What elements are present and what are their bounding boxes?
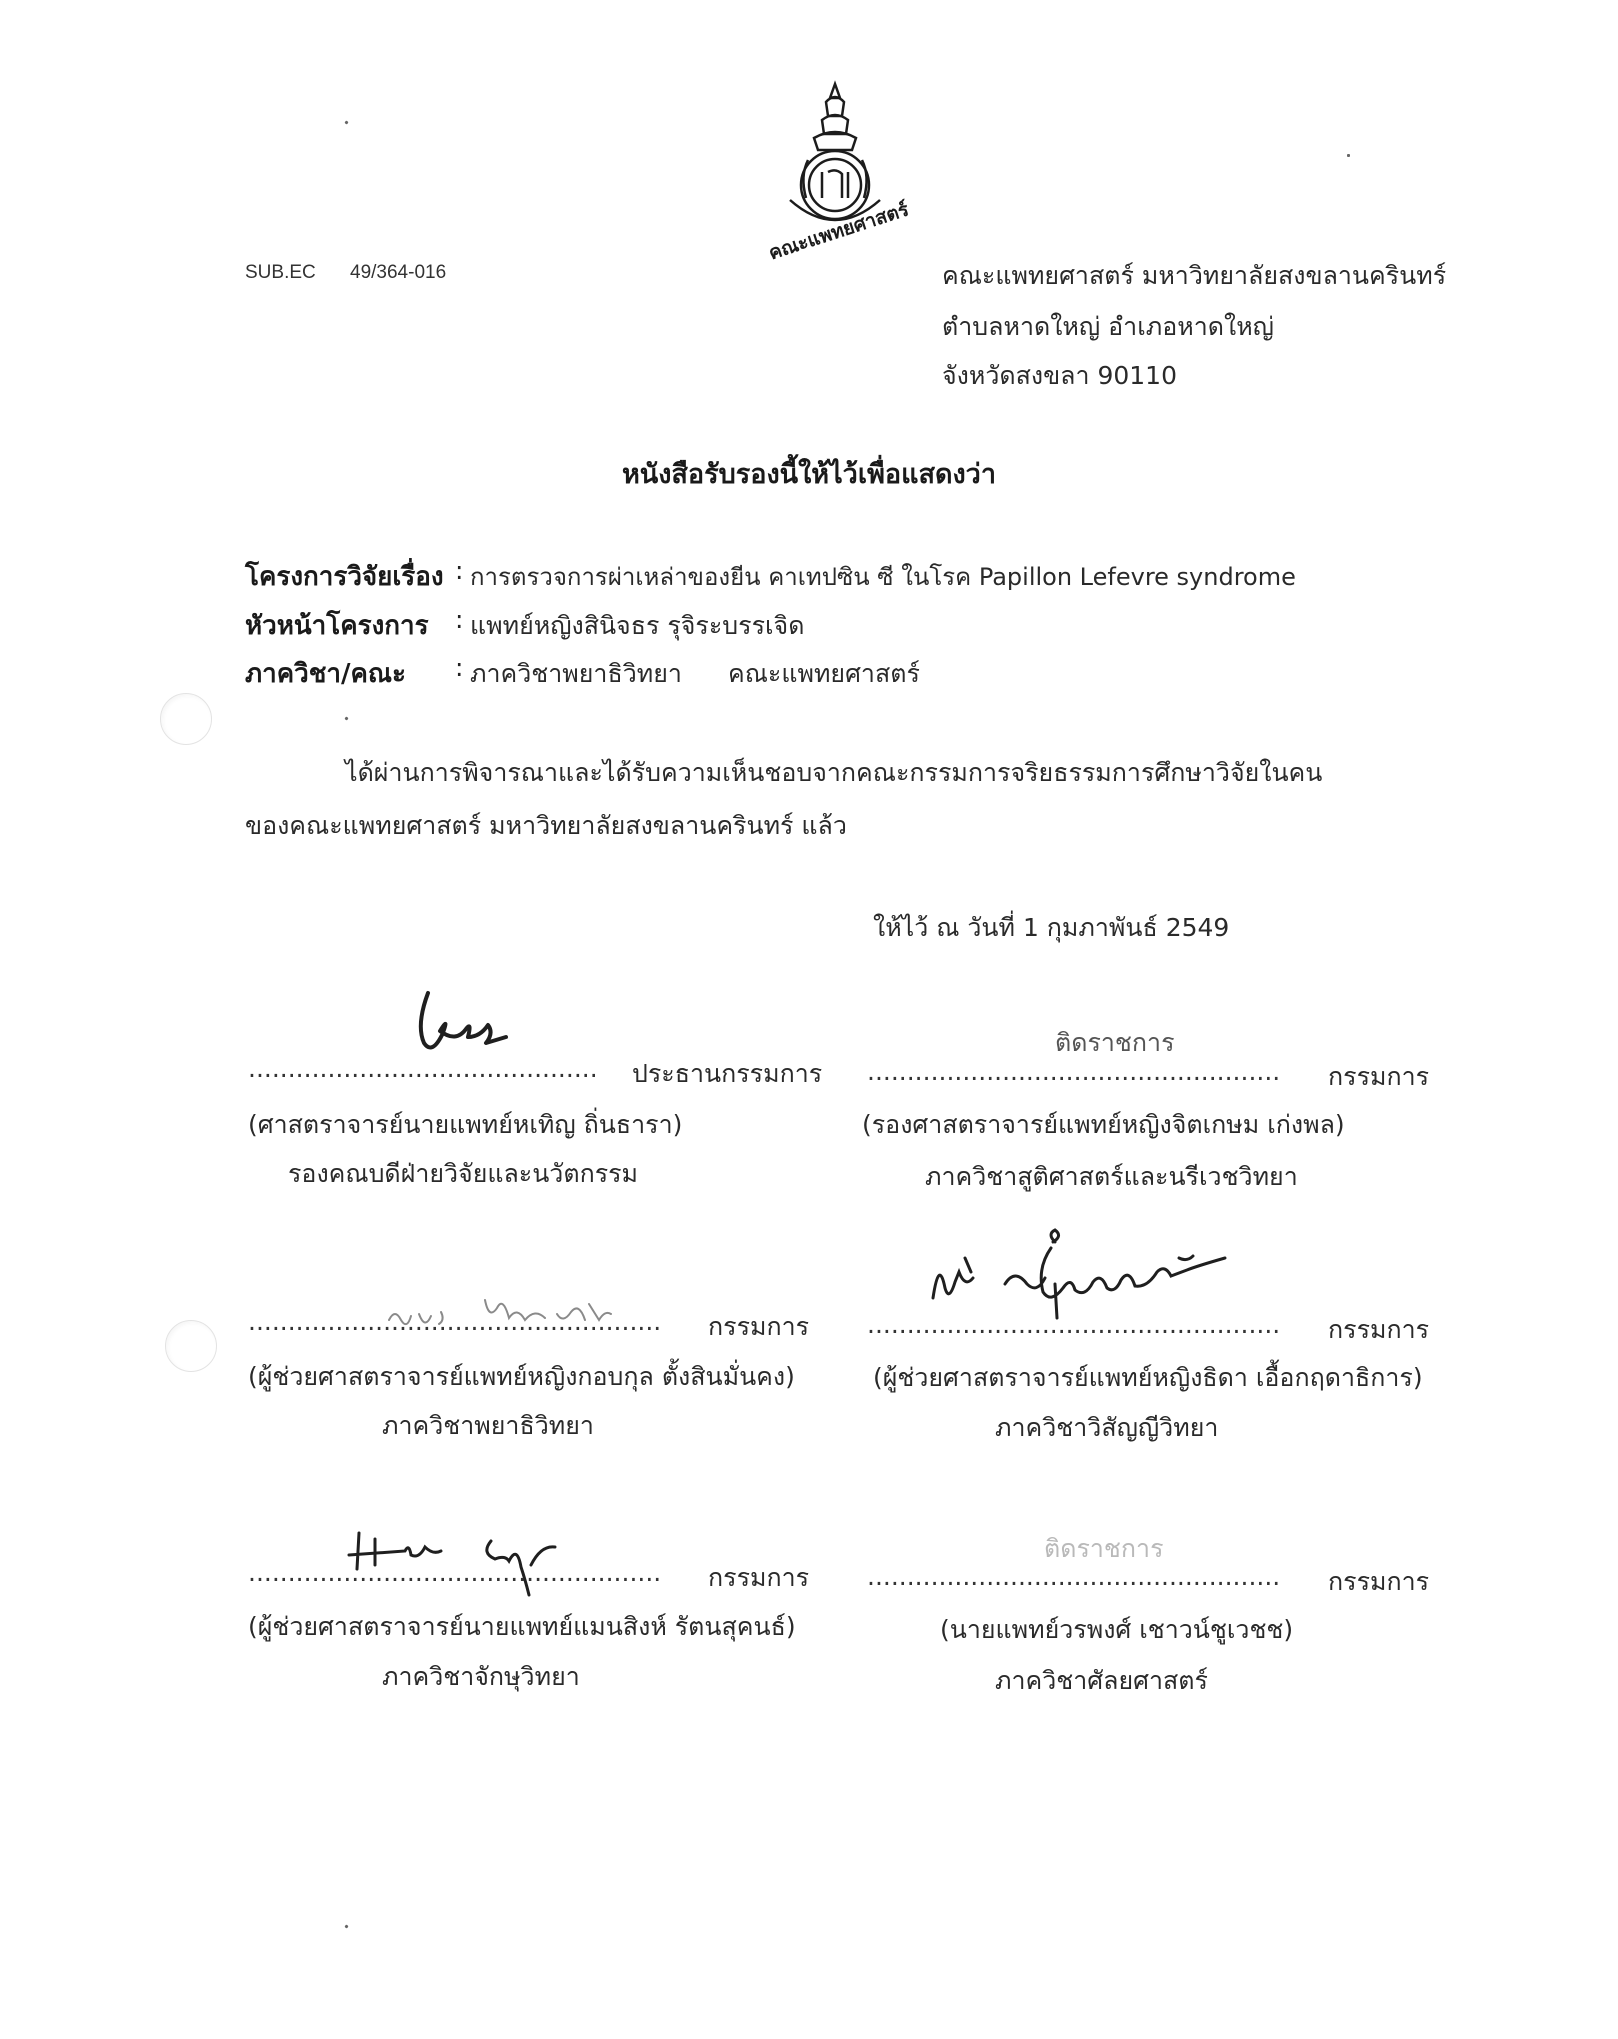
signatory-position: ภาควิชาวิสัญญีวิทยา xyxy=(995,1413,1219,1442)
signatory-position: รองคณบดีฝ่ายวิจัยและนวัตกรรม xyxy=(288,1159,639,1188)
label-colon: : xyxy=(455,556,464,585)
address-line-3: จังหวัดสงขลา 90110 xyxy=(942,361,1177,390)
signatory-role: กรรมการ xyxy=(1328,1062,1430,1091)
signature-line: .................................................... xyxy=(867,1562,1281,1591)
scan-speck xyxy=(344,716,348,720)
project-label: โครงการวิจัยเรื่อง xyxy=(245,562,444,592)
department-value: ภาควิชาพยาธิวิทยา xyxy=(470,659,682,688)
leader-label: หัวหน้าโครงการ xyxy=(245,611,429,641)
issue-date: ให้ไว้ ณ วันที่ 1 กุมภาพันธ์ 2549 xyxy=(873,913,1230,942)
absence-note: ติดราชการ xyxy=(1044,1534,1164,1563)
project-title: การตรวจการผ่าเหล่าของยีน คาเทปซิน ซี ในโรค Papillon Lefevre syndrome xyxy=(470,563,1296,591)
body-line-2: ของคณะแพทยศาสตร์ มหาวิทยาลัยสงขลานครินทร์ แล้ว xyxy=(245,811,847,840)
certificate-title: หนังสือรับรองนี้ให้ไว้เพื่อแสดงว่า xyxy=(621,459,997,490)
signatory-name: (ผู้ช่วยศาสตราจารย์นายแพทย์แมนสิงห์ รัตนสุคนธ์) xyxy=(248,1612,796,1641)
binder-hole xyxy=(165,1320,217,1372)
signature-line: .................................................... xyxy=(248,1307,662,1336)
reference-number: 49/364-016 xyxy=(350,262,447,283)
signatory-role: กรรมการ xyxy=(1328,1567,1430,1596)
faculty-emblem-icon xyxy=(760,80,912,265)
signatory-position: ภาควิชาพยาธิวิทยา xyxy=(382,1411,594,1440)
signatory-role: กรรมการ xyxy=(708,1563,810,1592)
address-line-1: คณะแพทยศาสตร์ มหาวิทยาลัยสงขลานครินทร์ xyxy=(942,261,1447,290)
binder-hole xyxy=(160,693,212,745)
signatory-name: (ผู้ช่วยศาสตราจารย์แพทย์หญิงกอบกุล ตั้งสินมั่นคง) xyxy=(248,1362,795,1391)
department-label: ภาควิชา/คณะ xyxy=(245,659,406,689)
label-colon: : xyxy=(455,653,464,682)
address-line-2: ตำบลหาดใหญ่ อำเภอหาดใหญ่ xyxy=(942,312,1274,341)
body-line-1: ได้ผ่านการพิจารณาและได้รับความเห็นชอบจากคณะกรรมการจริยธรรมการศึกษาวิจัยในคน xyxy=(345,758,1323,787)
signatory-position: ภาควิชาจักษุวิทยา xyxy=(382,1662,580,1691)
signature xyxy=(925,1228,1270,1323)
signatory-position: ภาควิชาสูติศาสตร์และนรีเวชวิทยา xyxy=(925,1162,1298,1191)
scan-speck xyxy=(1347,154,1350,157)
signature-line: .................................................... xyxy=(867,1310,1281,1339)
reference-code: SUB.EC xyxy=(245,262,316,283)
signatory-position: ภาควิชาศัลยศาสตร์ xyxy=(995,1666,1208,1695)
signature-line: .................................................... xyxy=(867,1057,1281,1086)
signatory-role: ประธานกรรมการ xyxy=(632,1059,823,1088)
absence-note: ติดราชการ xyxy=(1055,1028,1175,1057)
signatory-name: (ผู้ช่วยศาสตราจารย์แพทย์หญิงธิดา เอื้อกฤดาธิการ) xyxy=(873,1363,1423,1392)
signatory-name: (นายแพทย์วรพงศ์ เชาวน์ชูเวชช) xyxy=(940,1615,1294,1644)
leader-name: แพทย์หญิงสินิจธร รุจิระบรรเจิด xyxy=(470,611,805,640)
signature-line: .................................................... xyxy=(248,1558,662,1587)
signatory-role: กรรมการ xyxy=(1328,1315,1430,1344)
scan-speck xyxy=(344,120,348,124)
signature xyxy=(410,985,520,1060)
scan-speck xyxy=(344,1924,348,1928)
signatory-role: กรรมการ xyxy=(708,1312,810,1341)
signature-line: ............................................ xyxy=(248,1054,598,1083)
faculty-value: คณะแพทยศาสตร์ xyxy=(728,659,920,688)
signatory-name: (ศาสตราจารย์นายแพทย์หเทิญ ถิ่นธารา) xyxy=(248,1110,683,1139)
emblem-text: คณะแพทยศาสตร์ xyxy=(765,198,912,265)
label-colon: : xyxy=(455,605,464,634)
signatory-name: (รองศาสตราจารย์แพทย์หญิงจิตเกษม เก่งพล) xyxy=(862,1110,1345,1139)
